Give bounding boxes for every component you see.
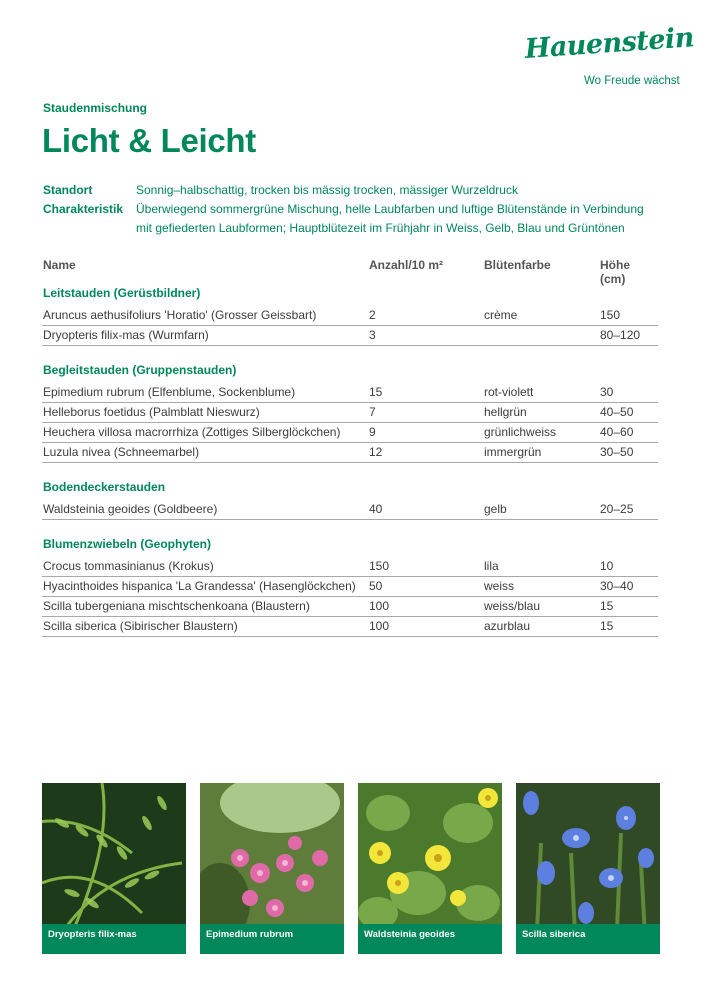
cell-height: 30 [600,385,614,399]
cell-qty: 100 [369,599,390,613]
plant-table [42,258,658,637]
cell-name: Crocus tommasinianus (Krokus) [43,559,214,573]
table-header [42,258,658,286]
group-rows [42,557,658,637]
table-row [42,423,658,443]
cell-color: hellgrün [484,405,527,419]
cell-qty: 150 [369,559,390,573]
header-qty: Anzahl/10 m² [369,258,444,272]
table-row [42,557,658,577]
plant-group [42,536,658,637]
category-kicker: Staudenmischung [43,101,148,115]
table-row [42,577,658,597]
cell-qty: 12 [369,445,383,459]
group-rows [42,383,658,463]
photo-caption: Epimedium rubrum [200,924,344,954]
photo-caption: Scilla siberica [516,924,660,954]
group-title: Begleitstauden (Gruppenstauden) [43,363,237,377]
header-height: Höhe (cm) [600,258,630,286]
cell-color [484,326,600,345]
cell-color: weiss/blau [484,599,541,613]
cell-name: Dryopteris filix-mas (Wurmfarn) [43,328,209,342]
cell-height: 150 [600,308,621,322]
info-row-charakteristik [43,200,656,238]
cell-name: Epimedium rubrum (Elfenblume, Sockenblume) [43,385,296,399]
photo-fern [42,783,186,954]
cell-height: 10 [600,559,614,573]
photo-caption: Dryopteris filix-mas [42,924,186,954]
photo-epimedium [200,783,344,954]
table-row [42,383,658,403]
cell-height: 80–120 [600,328,641,342]
page-title: Licht & Leicht [42,122,256,159]
table-row [42,403,658,423]
cell-color: weiss [484,579,515,593]
info-row-standort [43,181,656,200]
info-block [43,181,656,238]
cell-qty: 9 [369,425,376,439]
photo-caption: Waldsteinia geoides [358,924,502,954]
group-title: Bodendeckerstauden [43,480,166,494]
cell-height: 20–25 [600,502,634,516]
table-row [42,597,658,617]
header-color: Blütenfarbe [484,258,551,272]
cell-color: lila [484,559,499,573]
cell-color: immergrün [484,445,542,459]
standort-value: Sonnig–halbschattig, trocken bis mässig trocken, mässiger Wurzeldruck [136,183,518,197]
cell-name: Scilla siberica (Sibirischer Blaustern) [43,619,238,633]
group-title: Leitstauden (Gerüstbildner) [43,286,201,300]
cell-name: Scilla tubergeniana mischtschenkoana (Blaustern) [43,599,310,613]
cell-color: azurblau [484,619,531,633]
cell-name: Heuchera villosa macrorrhiza (Zottiges Silberglöckchen) [43,425,341,439]
brand-logo [523,22,695,94]
cell-height: 15 [600,599,614,613]
cell-qty: 15 [369,385,383,399]
cell-height: 40–50 [600,405,634,419]
photo-strip [42,783,660,954]
cell-name: Waldsteinia geoides (Goldbeere) [43,502,218,516]
cell-name: Helleborus foetidus (Palmblatt Nieswurz) [43,405,260,419]
cell-qty: 100 [369,619,390,633]
cell-qty: 40 [369,502,383,516]
cell-qty: 50 [369,579,383,593]
charakteristik-label: Charakteristik [43,202,124,216]
header-name: Name [43,258,76,272]
group-rows [42,500,658,520]
table-row [42,500,658,520]
plant-group [42,479,658,520]
table-row [42,326,658,346]
group-rows [42,306,658,346]
photo-scilla [516,783,660,954]
cell-color: grünlichweiss [484,425,557,439]
cell-qty: 2 [369,308,376,322]
cell-height: 40–60 [600,425,634,439]
cell-name: Luzula nivea (Schneemarbel) [43,445,200,459]
cell-name: Hyacinthoides hispanica 'La Grandessa' (Hasenglöckchen) [43,579,356,593]
charakteristik-value: Überwiegend sommergrüne Mischung, helle Laubfarben und luftige Blütenstände in Verbindung mit gefiederten Laubformen; Hauptblütezeit im Frühjahr in Weiss, Gelb, Blau und Grüntönen [136,202,644,235]
standort-label: Standort [43,183,93,197]
cell-height: 30–40 [600,579,634,593]
brand-wordmark: Hauenstein [523,22,695,65]
cell-qty: 3 [369,328,376,342]
plant-group [42,285,658,346]
photo-waldsteinia [358,783,502,954]
plant-group [42,362,658,463]
brand-tagline: Wo Freude wächst [584,75,680,87]
cell-color: crème [484,308,518,322]
cell-color: rot-violett [484,385,534,399]
table-row [42,306,658,326]
table-row [42,443,658,463]
cell-height: 15 [600,619,614,633]
group-title: Blumenzwiebeln (Geophyten) [43,537,212,551]
cell-name: Aruncus aethusifoliurs 'Horatio' (Grosser Geissbart) [43,308,317,322]
cell-color: gelb [484,502,507,516]
cell-height: 30–50 [600,445,634,459]
table-row [42,617,658,637]
cell-qty: 7 [369,405,376,419]
